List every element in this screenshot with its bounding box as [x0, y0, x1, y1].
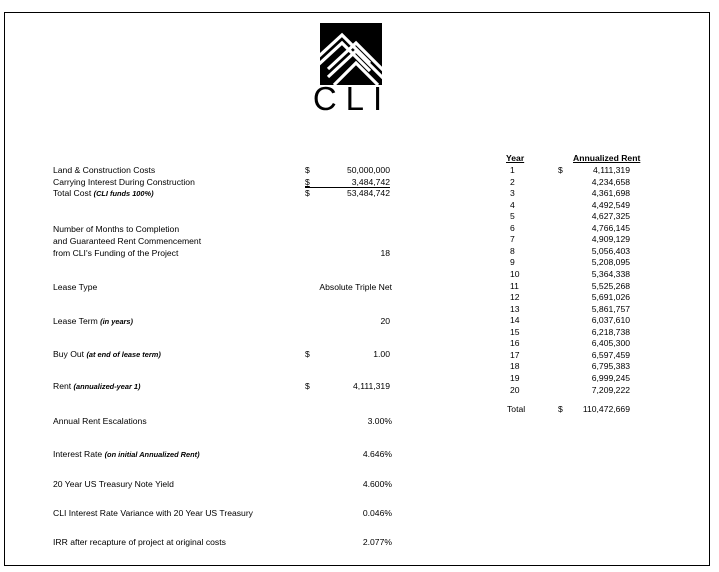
schedule-year: 5 [510, 211, 515, 222]
escalations-label: Annual Rent Escalations [53, 416, 147, 426]
schedule-year: 18 [510, 361, 520, 372]
treasury-value: 4.600% [362, 479, 392, 489]
schedule-year: 13 [510, 303, 520, 314]
schedule-year: 12 [510, 292, 520, 303]
total-cost-label [53, 188, 154, 199]
variance-value: 0.046% [362, 508, 392, 518]
rent-label-row [53, 381, 141, 392]
schedule-total-currency: $ [558, 404, 563, 414]
irr-label: IRR after recapture of project at original costs [53, 537, 226, 547]
schedule-rent: 4,492,549 [591, 199, 630, 210]
land-label: Land & Construction Costs [53, 165, 156, 175]
buyout-label-row [53, 349, 161, 360]
months-line2: and Guaranteed Rent Commencement [53, 236, 202, 246]
treasury-label: 20 Year US Treasury Note Yield [53, 479, 174, 489]
rent-label: Rent [53, 381, 72, 391]
buyout-currency: $ [305, 349, 310, 359]
irr-value: 2.077% [362, 537, 392, 547]
schedule-rent: 4,766,145 [591, 222, 630, 233]
buyout-value: 1.00 [373, 349, 390, 359]
schedule-rent: 4,111,319 [593, 165, 630, 175]
schedule-rent: 4,361,698 [591, 188, 630, 199]
schedule-year: 3 [510, 188, 515, 199]
schedule-rent: 5,364,338 [591, 268, 630, 279]
months-line3: from CLI's Funding of the Project [53, 248, 179, 258]
schedule-year-header: Year [506, 153, 525, 163]
schedule-rent: 6,999,245 [591, 372, 630, 383]
carry-value: 3,484,742 [351, 177, 390, 187]
schedule-year: 16 [510, 338, 520, 349]
schedule-rent: 5,691,026 [591, 292, 630, 303]
schedule-rent: 5,525,268 [591, 280, 630, 291]
total-label-text: Total Cost [53, 188, 92, 198]
schedule-rent: 4,909,129 [591, 234, 630, 245]
lease-type-value: Absolute Triple Net [319, 282, 392, 292]
schedule-year: 11 [510, 280, 519, 291]
schedule-rent: 5,861,757 [591, 303, 630, 314]
schedule-rent-header: Annualized Rent [573, 153, 641, 163]
buyout-label: Buy Out [53, 349, 85, 359]
total-value: 53,484,742 [346, 188, 390, 198]
schedule-total-value: 110,472,669 [582, 404, 630, 414]
schedule-rent: 6,795,383 [591, 361, 630, 372]
schedule-rent: 6,218,738 [591, 326, 630, 337]
schedule-rent: 5,208,095 [591, 257, 630, 268]
land-value: 50,000,000 [346, 165, 390, 175]
schedule-year: 1 [510, 165, 515, 175]
schedule-year: 19 [510, 372, 520, 383]
interest-rate-value: 4.646% [362, 449, 392, 459]
rent-value: 4,111,319 [353, 381, 390, 391]
lease-term-note: (in years) [100, 317, 134, 326]
escalations-value: 3.00% [367, 416, 392, 426]
lease-term-value: 20 [380, 316, 390, 326]
carry-currency: $ [305, 177, 310, 187]
schedule-rent: 7,209,222 [591, 384, 630, 395]
carry-label: Carrying Interest During Construction [53, 177, 195, 187]
schedule-rent: 6,037,610 [591, 315, 630, 326]
schedule-rent: 5,056,403 [591, 245, 630, 256]
rent-note: (annualized-year 1) [73, 382, 141, 391]
lease-term-label: Lease Term [53, 316, 98, 326]
schedule-year: 7 [510, 234, 515, 245]
interest-rate-note: (on initial Annualized Rent) [104, 450, 200, 459]
schedule-rent: 6,405,300 [591, 338, 630, 349]
cli-logo-mark [320, 23, 382, 85]
schedule-rent: 4,234,658 [591, 176, 630, 187]
schedule-year: 2 [510, 176, 515, 187]
schedule-year: 17 [510, 349, 520, 360]
total-note: (CLI funds 100%) [93, 189, 154, 198]
interest-rate-label-row [53, 449, 200, 460]
lease-type-label: Lease Type [53, 282, 98, 292]
logo-wordmark: CLI [312, 80, 392, 117]
schedule-rent: 6,597,459 [591, 349, 630, 360]
schedule-year: 20 [510, 384, 520, 395]
variance-label: CLI Interest Rate Variance with 20 Year US Treasury [53, 508, 253, 518]
schedule-year: 10 [510, 268, 520, 279]
buyout-note: (at end of lease term) [86, 350, 161, 359]
schedule-rent: 4,627,325 [591, 211, 630, 222]
interest-rate-label: Interest Rate [53, 449, 103, 459]
schedule-first-currency: $ [558, 165, 563, 175]
lease-term-label-row [53, 316, 133, 327]
total-currency: $ [305, 188, 310, 198]
schedule-total-label: Total [507, 404, 526, 414]
schedule-year: 14 [510, 315, 520, 326]
months-line1: Number of Months to Completion [53, 224, 180, 234]
months-value: 18 [380, 248, 390, 258]
schedule-year: 8 [510, 245, 515, 256]
schedule-year: 15 [510, 326, 520, 337]
land-currency: $ [305, 165, 310, 175]
schedule-year: 4 [510, 199, 515, 210]
schedule-year: 9 [510, 257, 515, 268]
rent-currency: $ [305, 381, 310, 391]
schedule-year: 6 [510, 222, 515, 233]
